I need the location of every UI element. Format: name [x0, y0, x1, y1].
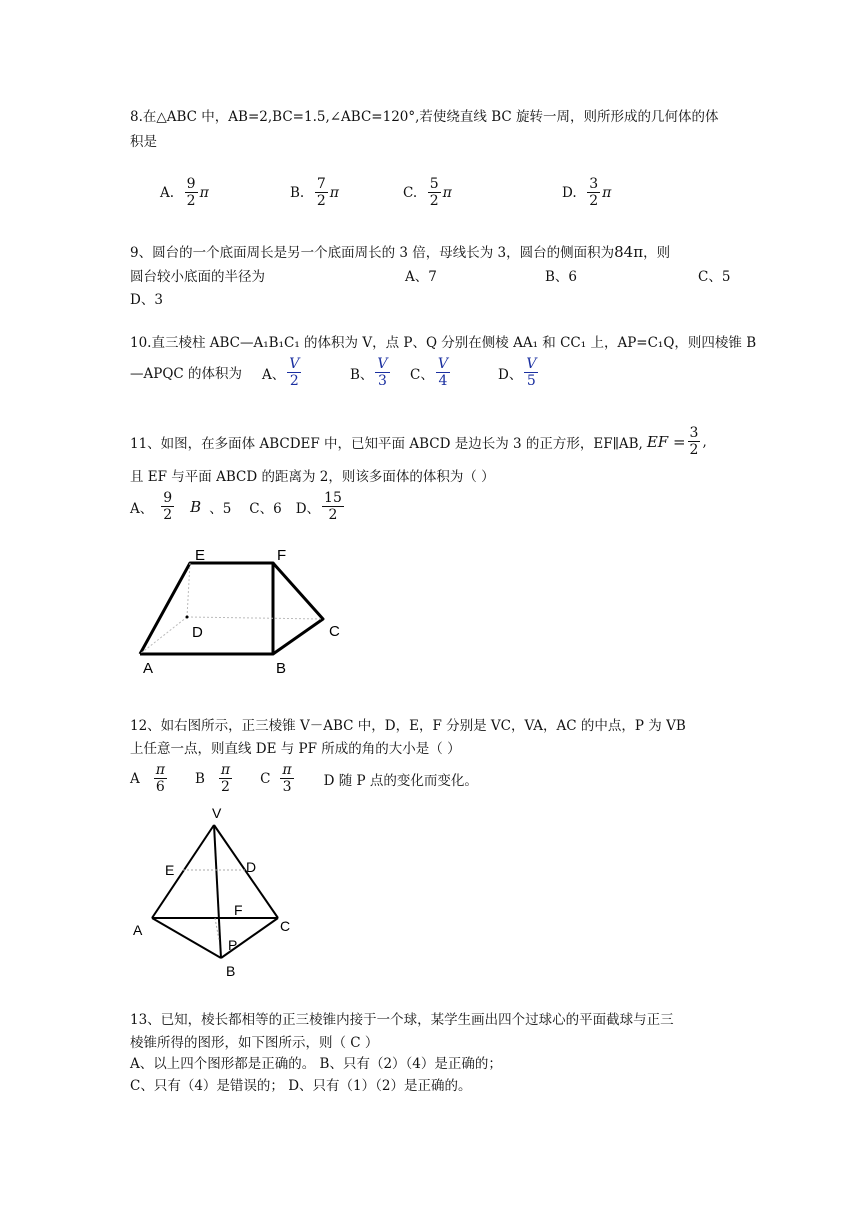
q8-option-c: [403, 176, 452, 209]
q11-label-b: B: [276, 660, 287, 677]
q8-option-a-label: A.: [160, 184, 175, 201]
q11-label-e: E: [195, 547, 206, 564]
q12-label-b: B: [226, 963, 236, 979]
q9-lateral-area: 84π: [614, 243, 644, 261]
q11-ef-end: ,: [702, 433, 707, 450]
q8-option-b-fraction: $\frac{7}{2}$: [316, 176, 326, 209]
q11-point-d: [186, 616, 189, 619]
q10-stem-line2: —APQC 的体积为: [130, 366, 243, 382]
q9-stem-line2: 圆台较小底面的半径为: [130, 269, 265, 285]
q12-option-a-fraction: $\frac{\pi}{6}$: [155, 762, 165, 795]
q11-stem-line1: [130, 425, 707, 458]
q11-option-b-value: 、5: [209, 500, 232, 517]
q9-option-a: A、7: [405, 269, 437, 285]
q11-ef-fraction: $\frac{3}{2}$: [689, 425, 699, 458]
q8-option-a: [160, 176, 209, 209]
q11-option-a-fraction: $\frac{9}{2}$: [163, 490, 173, 523]
q10-option-a-label: A、: [262, 366, 286, 383]
q10-option-a: [262, 356, 303, 389]
q12-label-p: P: [228, 937, 238, 953]
q12-option-c-label: C: [260, 770, 271, 787]
q8-stem-line2: 积是: [130, 134, 157, 150]
q10-stem-line1: 10.直三棱柱 ABC—A₁B₁C₁ 的体积为 V，点 P、Q 分别在侧棱 AA₁ 和 CC₁ 上，AP=C₁Q，则四棱锥 B: [130, 335, 757, 351]
q12-label-c: C: [280, 918, 291, 934]
q12-stem-line1: 12、如右图所示，正三棱锥 V－ABC 中，D，E，F 分别是 VC，VA，AC 的中点，P 为 VB: [130, 718, 686, 734]
q11-option-d-fraction: $\frac{15}{2}$: [324, 490, 342, 523]
q11-label-c: C: [329, 623, 340, 640]
q11-hidden-edge-da: [140, 617, 187, 654]
q12-label-e: E: [165, 862, 175, 878]
q10-option-b-label: B、: [350, 366, 374, 383]
q13-options-line1: A、以上四个图形都是正确的。 B、只有（2）（4）是正确的；: [130, 1056, 502, 1072]
q10-option-b: [350, 356, 392, 389]
q11-stem-line2: 且 EF 与平面 ABCD 的距离为 2，则该多面体的体积为（ ）: [130, 469, 495, 485]
q8-option-c-label: C.: [403, 184, 418, 201]
q11-label-f: F: [277, 547, 287, 564]
q12-options: [130, 762, 478, 795]
q8-option-c-fraction: $\frac{5}{2}$: [429, 176, 439, 209]
q11-hidden-edge-de: [187, 563, 190, 617]
q9-stem-end: ，则: [643, 245, 671, 261]
q13-options-line2: C、只有（4）是错误的； D、只有（1）（2）是正确的。: [130, 1078, 472, 1094]
q8-option-d-fraction: $\frac{3}{2}$: [589, 176, 599, 209]
q11-stem-text: 11、如图，在多面体 ABCDEF 中，已知平面 ABCD 是边长为 3 的正方形，EF∥AB,: [130, 435, 643, 452]
q8-stem-line1: 8.在△ABC 中，AB=2,BC=1.5,∠ABC=120°,若使绕直线 BC 旋转一周，则所形成的几何体的体: [130, 109, 719, 125]
q10-option-c: [410, 356, 452, 389]
q8-option-d-label: D.: [562, 184, 577, 201]
q9-stem-line1: [130, 242, 670, 263]
q12-label-a: A: [133, 922, 143, 938]
q12-label-d: D: [246, 859, 257, 875]
q12-option-d: D 随 P 点的变化而变化。: [323, 772, 478, 789]
q11-label-d: D: [192, 624, 203, 641]
q8-option-a-pi: π: [199, 184, 209, 201]
q9-stem-text: 9、圆台的一个底面周长是另一个底面周长的 3 倍，母线长为 3，圆台的侧面积为: [130, 245, 615, 261]
q8-option-b-label: B.: [290, 184, 305, 201]
q11-label-a: A: [143, 660, 154, 677]
q8-option-c-pi: π: [442, 184, 452, 201]
q9-option-d: D、3: [130, 292, 163, 308]
q11-ef-label: EF =: [646, 432, 686, 451]
q12-option-a-label: A: [130, 770, 140, 787]
q10-option-a-fraction: $\frac{V}{2}$: [289, 356, 300, 389]
q11-face-abfe: [140, 563, 273, 654]
q11-option-d-label: D、: [295, 500, 321, 517]
q12-stem-line2: 上任意一点，则直线 DE 与 PF 所成的角的大小是（ ）: [130, 741, 461, 757]
q8-option-d-pi: π: [602, 184, 612, 201]
q12-pyramid-figure: [128, 800, 308, 980]
q13-stem-line1: 13、已知，棱长都相等的正三棱锥内接于一个球，某学生画出四个过球心的平面截球与正三: [130, 1012, 674, 1028]
q11-hidden-edge-dc: [187, 617, 323, 619]
q8-option-d: [562, 176, 611, 209]
q8-option-b: [290, 176, 339, 209]
q8-option-b-pi: π: [329, 184, 339, 201]
q9-option-b: B、6: [545, 269, 578, 285]
q10-option-d: [498, 356, 540, 389]
q10-option-c-fraction: $\frac{V}{4}$: [437, 356, 448, 389]
q12-option-b-label: B: [194, 770, 205, 787]
q9-option-c: C、5: [698, 269, 731, 285]
q11-polyhedron-figure: [130, 540, 360, 680]
q12-label-v: V: [212, 805, 222, 821]
q12-option-b-fraction: $\frac{\pi}{2}$: [220, 762, 231, 795]
q10-option-d-label: D、: [498, 366, 523, 383]
q10-option-d-fraction: $\frac{V}{5}$: [526, 356, 537, 389]
q12-label-f: F: [234, 902, 243, 918]
q10-option-c-label: C、: [410, 366, 434, 383]
q12-option-c-fraction: $\frac{\pi}{3}$: [282, 762, 292, 795]
q13-stem-line2: 棱锥所得的图形，如下图所示，则（ C ）: [130, 1035, 379, 1051]
q11-option-c: C、6: [249, 500, 282, 517]
q11-option-a-label: A、: [130, 500, 154, 517]
q8-option-a-fraction: $\frac{9}{2}$: [186, 176, 196, 209]
q11-face-fcb: [273, 563, 323, 654]
q11-options: [130, 490, 346, 523]
q10-option-b-fraction: $\frac{V}{3}$: [377, 356, 388, 389]
q11-option-b-label: B: [190, 497, 202, 516]
